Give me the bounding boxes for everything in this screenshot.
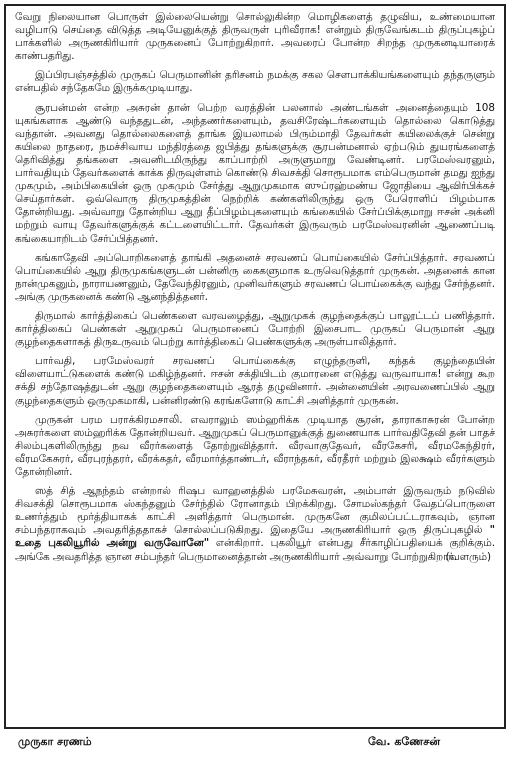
quote-text: " உதை புகலியூரில் அன்று வருவோனே" xyxy=(15,524,495,550)
paragraph-1: வேறு நிலையான பொருள் இல்லையென்று சொல்லுகின்ற மொழிகளைத் தழுவிய, உண்மையான வழிபாடு செய்தை விடுத்த அடியேனுக்குத் திருவருள் புரிவீராக! என்றும் திருவேங்கடம் திருப்புகழ்ப் பாக்களில் அருணகிரியார் முருகனைப் போற்றுகிறார். அவரைப் போன்ற சிறந்த முருகனடியாரைக் காண்பதரிது. xyxy=(15,11,495,63)
paragraph-5: திருமால் கார்த்திகைப் பெண்களை வரவழைத்து, ஆறுமுகக் குழந்தைக்குப் பாலூட்டப் பணித்தார். கார்த்திகைப் பெண்கள் ஆறுமுகப் பெருமானைப் போற்றி இசைபாட முருகப் பெருமான் ஆறு குழந்தைகளாகத் திருஉருவம் பெற்று கார்த்திகைப் பெண்களுக்கு அருள்பாலித்தார். xyxy=(15,309,495,349)
paragraph-6: பார்வதி, பரமேஸ்வரர் சரவணப் பொய்கைக்கு எழுந்தருளி, கந்தக் குழந்தையின் விளையாட்டுகளைக் கண்டு மகிழ்ந்தனர். ஈசன் சக்தியிடம் குமாரனை எடுத்து வருவாயாக! என்று கூற சக்தி சந்தோஷத்துடன் ஆறு குழந்தைகளையும் ஆரத் தழுவினார். அன்னையின் அரவணைப்பில் ஆறு குழந்தைகளும் ஒருமுகமாகி, பன்னிரண்டு கரங்களோடு காட்சி அளித்தார் முருகன். xyxy=(15,355,495,407)
paragraph-7: முருகன் பரம பராக்கிரமசாலி. எவராலும் ஸம்ஹரிக்க முடியாத சூரன், தாராகாசுரன் போன்ற அசுரர்களை ஸம்ஹரிக்க தோன்றியவர். ஆறுமுகப் பெருமானுக்குத் துணையாக பார்வதிதேவி தன் பாதச் சிலம்புகளிலிருந்து நவ வீரர்களைத் தோற்றுவித்தார். வீரவாகுதேவர், வீரகேசரி, வீரமகேந்திரர், வீரமகேசுரர், வீரபுரந்தரர், வீரக்கதர், வீரமார்த்தாண்டர், வீராந்தகர், வீரதீரர் மற்றும் இலக்ஷம் வீரர்களும் தோன்றினர். xyxy=(15,413,495,478)
continued-note: (வளரும்) xyxy=(445,550,491,563)
signature-row xyxy=(12,735,500,750)
signature-left: முருகா சரணம் xyxy=(18,735,92,748)
paragraph-8-text: ஸத் சித் ஆநந்தம் என்றால் ரிஷப வாஹனத்தில் பரமேசுவரன், அம்பாள் இருவரும் நடுவில் சிவசக்தி சொரூபமாக ஸ்கந்தனும் சேர்ந்தில் ரோனாதம் பிறக்கிறது. சோமஸ்கந்தர் வேதப்பொருளை உணர்த்தும் மூர்த்தியாகக் காட்சி அளித்தார் பெருமான். முருகனே குமிலப்பட்டராகவும், ஞான சம்பந்தராகவும் அவதரித்ததாகச் சொல்லப்படுகிறது. இதையே அருணகிரியார் ஒரு திருப்புகழில் xyxy=(15,485,495,537)
paragraph-3: சூரபன்மன் என்ற அசுரன் தான் பெற்ற வரத்தின் பலனால் அண்டங்கள் அனைத்தையும் 108 யுகங்களாக ஆண்டு வந்ததுடன், அந்தணர்களையும், தவசிரேஷ்டர்களையும் தொல்லை கொடுத்து வந்தான். அவனது தொல்லைகளைத் தாங்க இயலாமல் பிரும்மாதி தேவர்கள் கயிலைக்குச் சென்று கயிலை நாதரை, நமச்சிவாய மந்திரத்தை ஜபித்து தங்களுக்கு சூரபன்மனால் ஏற்படும் துயரங்களைத் தெரிவித்து தங்களை அவனிடமிருந்து காப்பாற்றி அருளுமாறு வேண்டினர். பரமேஸ்வரனும், பார்வதியும் தேவர்களைக் காக்க திருவுள்ளம் கொண்டு சிவசக்தி சொரூபமாக எம்பெருமான் தமது ஐந்து முகமும், அம்பிகையின் ஒரு முகமும் சேர்த்து ஆறுமுகமாக ஸுப்ரஹ்மண்ய ஜோதியை ஆவிர்பிக்கச் செய்தார்கள். ஒவ்வொரு திருமுகத்தின் நெற்றிக் கண்களிலிருந்து ஒரு பேரொளிப் பிழம்பாக தோன்றியது. அவ்வாறு தோன்றிய ஆறு தீப்பிழம்புகளையும் கங்கையில் சேர்ப்பிக்குமாறு ஈசன் அக்னி மற்றும் வாயு தேவர்களுக்குக் கட்டளையிட்டார். தேவர்கள் இருவரும் பரமேஸ்வரனின் ஆணைப்படி கங்கையாறிடம் சேர்ப்பித்தனர். xyxy=(15,101,495,245)
paragraph-8 xyxy=(15,485,495,564)
paragraph-4: கங்காதேவி அப்பொறிகளைத் தாங்கி அதனைச் சரவணப் பொய்கையில் சேர்ப்பித்தார். சரவணப் பொய்கையில் ஆறு திருமுகங்களுடன் பன்னிரு கைகளுமாக உருவெடுத்தார் முருகன். அதனைக் கான நான்முகனும், நாராயணனும், தேவேந்திரனும், முனிவர்களும் சரவணப் பொய்கைக்கு வந்து சேர்ந்தனர். அங்கு முருகனைக் கண்டு ஆனந்தித்தனர். xyxy=(15,251,495,303)
paragraph-2: இப்பிரபஞ்சத்தில் முருகப் பெருமானின் தரிசனம் நமக்கு சகல சௌபாக்கியங்களையும் தந்தருளும் என்பதில் சந்தேகமே இருக்கமுடியாது. xyxy=(15,69,495,95)
article-box xyxy=(4,4,506,729)
author-name: வே. கணேசன் xyxy=(368,735,440,748)
paragraph-8-tail: என்கிறார். புகலியூர் என்பது சீர்காழிப்பதியைக் குறிக்கும். அங்கே அவதரித்த ஞான சம்பந்தர் பெருமானைத்தான் அருணகிரியார் அவ்வாறு போற்றுகிறார். xyxy=(15,537,496,563)
